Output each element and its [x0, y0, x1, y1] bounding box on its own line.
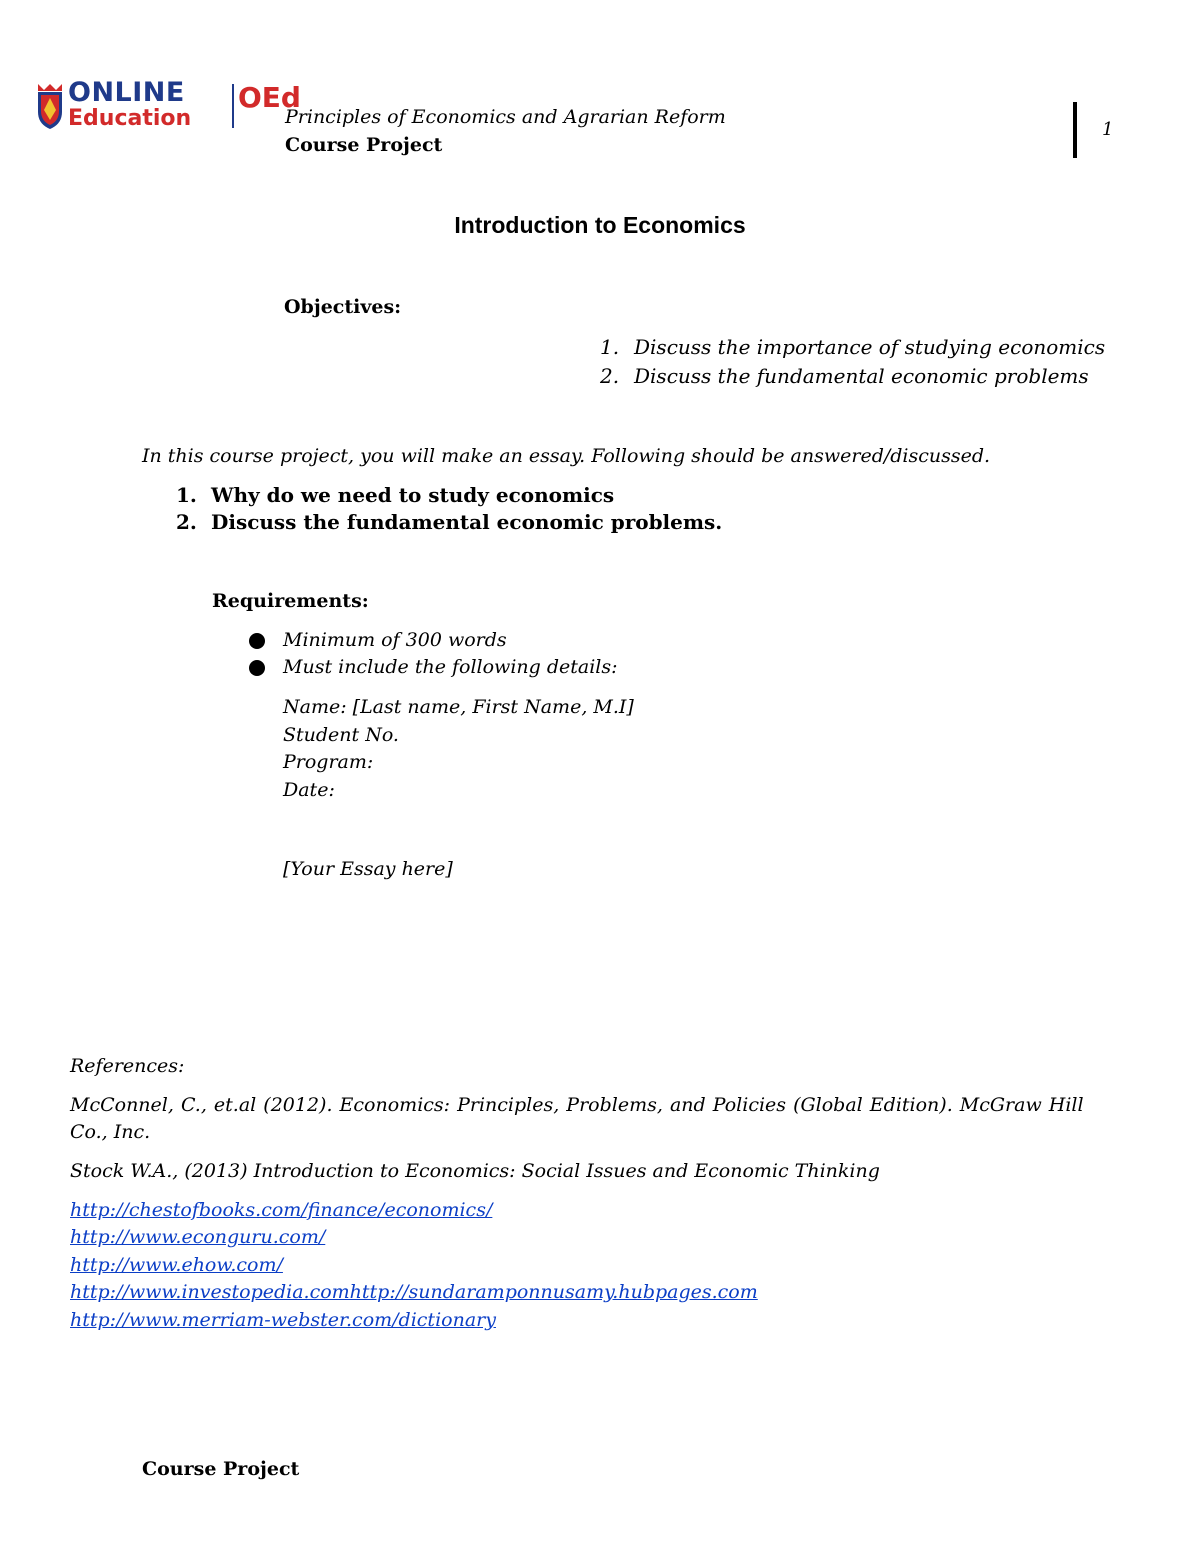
- objective-item: [600, 362, 1089, 390]
- objective-text: Discuss the importance of studying economics: [634, 335, 1106, 359]
- references-heading: References:: [70, 1055, 185, 1077]
- requirement-item: Minimum of 300 words: [283, 629, 507, 651]
- logo-oed-mark: OEd: [238, 81, 301, 114]
- detail-program: Program:: [283, 751, 374, 773]
- question-text: Discuss the fundamental economic problems.: [211, 510, 723, 534]
- reference-entry: Stock W.A., (2013) Introduction to Economics: Social Issues and Economic Thinking: [70, 1160, 880, 1182]
- footer-project: Course Project: [142, 1458, 300, 1480]
- essay-placeholder: [Your Essay here]: [283, 858, 453, 880]
- objective-item: [600, 333, 1105, 361]
- question-number: 1.: [176, 483, 197, 507]
- page-number: 1: [1102, 119, 1114, 140]
- objective-number: 1.: [600, 335, 620, 359]
- logo-education-text: Education: [68, 106, 192, 131]
- header-divider: [1073, 102, 1077, 158]
- header-project: Course Project: [285, 134, 443, 156]
- reference-link[interactable]: http://www.ehow.com/: [70, 1254, 283, 1276]
- instructions-text: In this course project, you will make an essay. Following should be answered/discussed.: [142, 445, 991, 467]
- shield-icon: [36, 82, 64, 130]
- requirement-item: Must include the following details:: [283, 656, 618, 678]
- bullet-icon: [249, 660, 265, 676]
- objective-text: Discuss the fundamental economic problems: [634, 364, 1089, 388]
- logo-divider: [232, 84, 234, 128]
- header-subject: Principles of Economics and Agrarian Reform: [285, 106, 726, 128]
- objectives-heading: Objectives:: [284, 296, 402, 318]
- detail-student-no: Student No.: [283, 724, 399, 746]
- question-text: Why do we need to study economics: [211, 483, 615, 507]
- reference-link[interactable]: http://www.econguru.com/: [70, 1226, 326, 1248]
- page-title: Introduction to Economics: [454, 212, 746, 238]
- reference-link[interactable]: http://chestofbooks.com/finance/economics/: [70, 1199, 493, 1221]
- reference-link[interactable]: http://www.investopedia.comhttp://sundaramponnusamy.hubpages.com: [70, 1281, 758, 1303]
- question-number: 2.: [176, 510, 197, 534]
- reference-entry: Co., Inc.: [70, 1121, 151, 1143]
- reference-entry: McConnel, C., et.al (2012). Economics: Principles, Problems, and Policies (Global Edition). McGraw Hill: [70, 1094, 1084, 1116]
- detail-date: Date:: [283, 779, 335, 801]
- online-education-logo: [36, 77, 301, 136]
- detail-name: Name: [Last name, First Name, M.I]: [283, 696, 634, 718]
- question-item: [176, 508, 722, 536]
- bullet-icon: [249, 633, 265, 649]
- reference-link[interactable]: http://www.merriam-webster.com/dictionary: [70, 1309, 496, 1331]
- question-item: [176, 481, 614, 509]
- objective-number: 2.: [600, 364, 620, 388]
- logo-online-text: ONLINE: [68, 77, 185, 108]
- requirements-heading: Requirements:: [212, 590, 369, 612]
